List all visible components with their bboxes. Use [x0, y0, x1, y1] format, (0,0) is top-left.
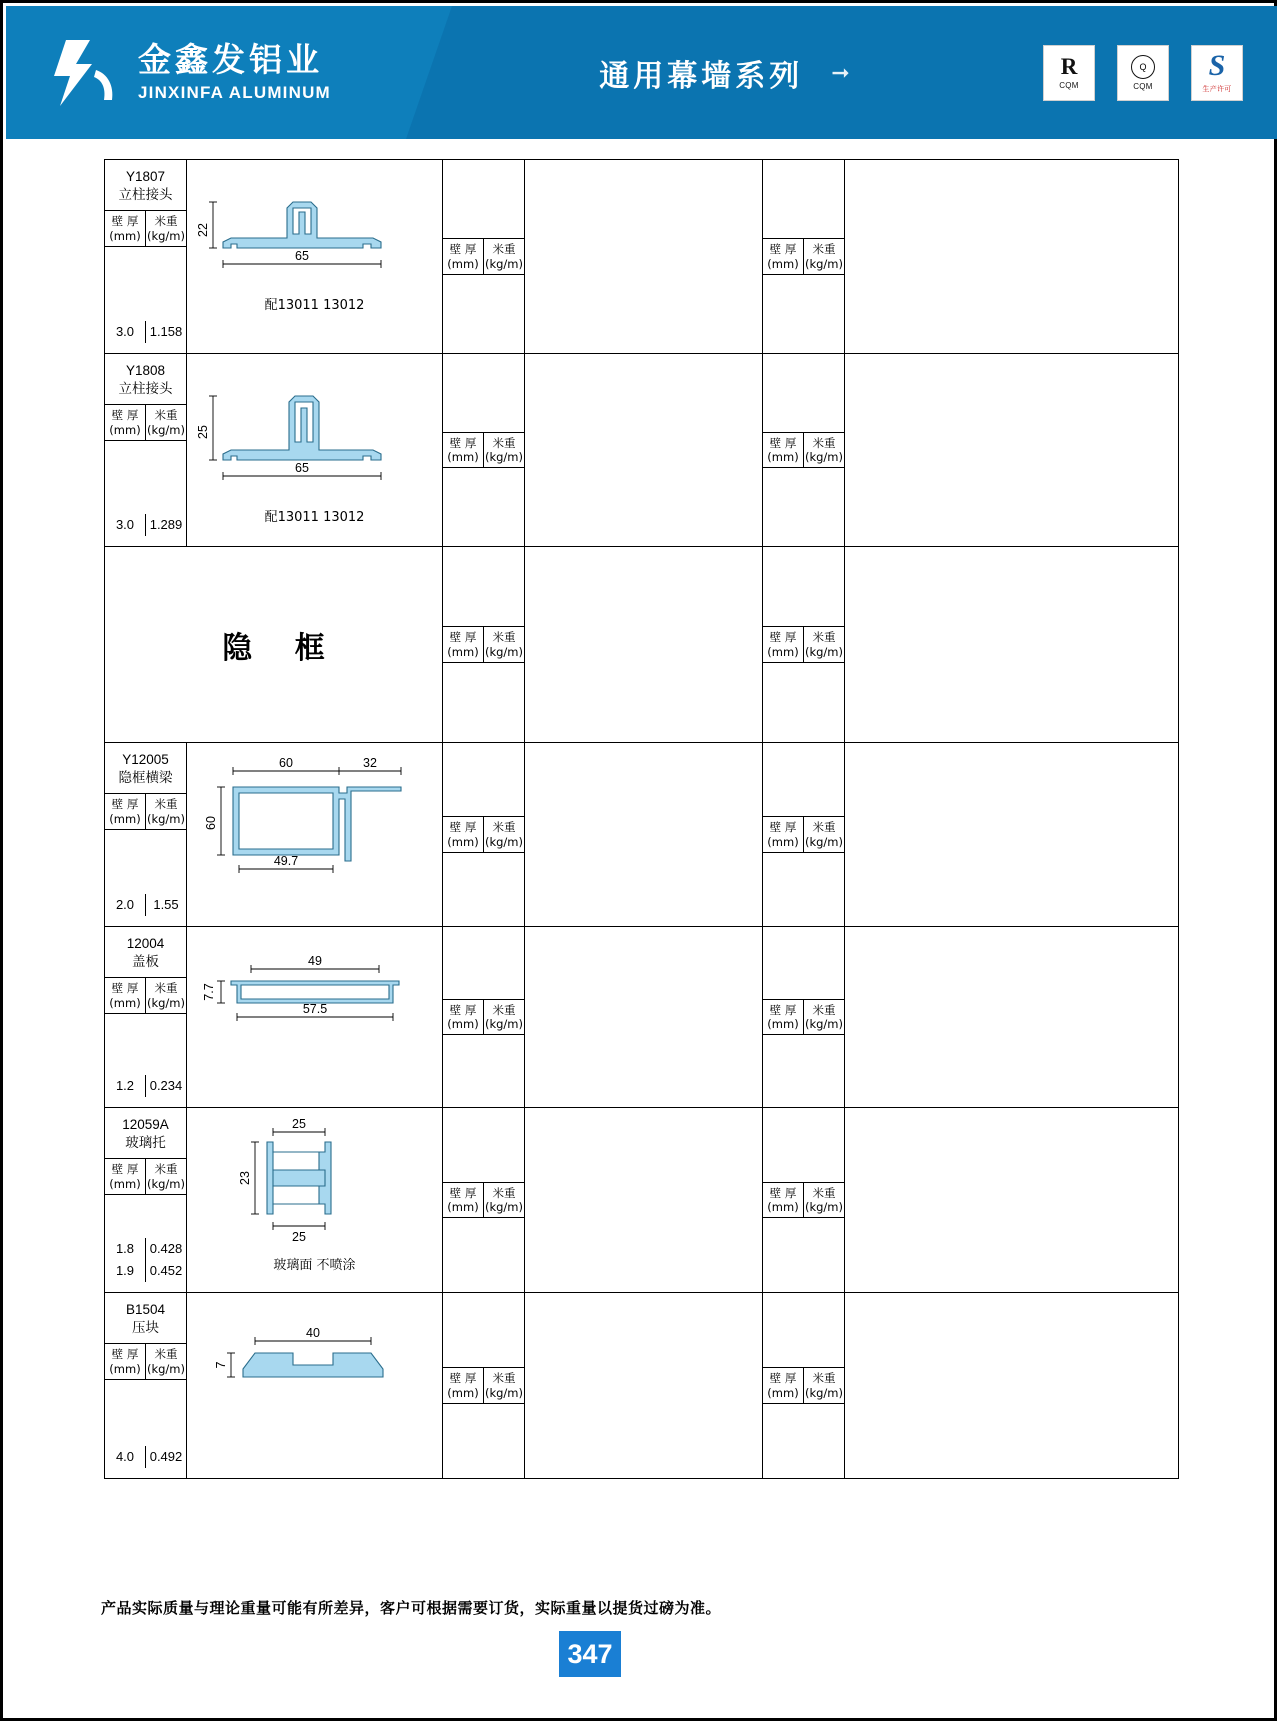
profile-name: 压块: [132, 1320, 159, 1337]
thickness-header: 壁 厚 (mm): [105, 1344, 146, 1379]
cert-big-letter: R: [1060, 54, 1078, 79]
spec-cell-empty: [763, 354, 845, 546]
drawing-cell: [187, 927, 443, 1107]
spec-cell-empty: [443, 160, 525, 353]
page-title: 通用幕墙系列: [599, 58, 804, 94]
table-row: [105, 1108, 1178, 1293]
certification-badges: [1043, 6, 1277, 139]
drawing-cell: [187, 1293, 443, 1478]
weight-header: 米重 (kg/m): [146, 797, 185, 826]
profile-name: 盖板: [132, 954, 159, 971]
dim-top: 25: [292, 1117, 306, 1131]
drawing-cell-empty: [845, 743, 1178, 926]
drawing-cell-empty: [525, 927, 763, 1107]
company-logo-icon: [46, 34, 124, 112]
profile-code-id: B1504: [125, 1302, 166, 1317]
weight-header: 米重 (kg/m): [804, 820, 843, 849]
thickness-header: 壁 厚 (mm): [763, 239, 804, 274]
spec-cell: [105, 1108, 187, 1292]
thickness-values: 1.8 1.9: [105, 1238, 146, 1282]
cert-big-letter: S: [1208, 49, 1226, 82]
dim-width: 65: [295, 249, 309, 263]
weight-header: 米重 (kg/m): [484, 1185, 523, 1214]
section-label: 隐 框: [222, 630, 341, 666]
spec-cell-empty: [443, 743, 525, 926]
thickness-header: 壁 厚 (mm): [443, 627, 484, 662]
dim-height: 22: [196, 223, 210, 237]
dim-width: 40: [306, 1326, 320, 1340]
profile-note: 玻璃面 不喷涂: [273, 1258, 356, 1273]
profile-code: [105, 927, 186, 971]
thickness-header: 壁 厚 (mm): [763, 817, 804, 852]
spec-cell: [105, 927, 187, 1107]
weight-header: 米重 (kg/m): [146, 1162, 185, 1191]
spec-cell: [105, 1293, 187, 1478]
profile-code-id: 12004: [126, 936, 165, 951]
weight-header: 米重 (kg/m): [804, 630, 843, 659]
weight-header: 米重 (kg/m): [804, 435, 843, 464]
spec-cell-empty: [443, 927, 525, 1107]
page-header: [6, 6, 1277, 139]
profile-code: [105, 743, 186, 787]
profile-name: 立柱接头: [118, 381, 173, 398]
dim-width: 65: [295, 461, 309, 475]
brand-name-en: JINXINFA ALUMINUM: [138, 82, 331, 102]
table-row: [105, 743, 1178, 927]
profile-code-id: Y12005: [122, 752, 169, 767]
weight-header: 米重 (kg/m): [146, 408, 185, 437]
weight-header: 米重 (kg/m): [484, 435, 523, 464]
dim-height: 25: [196, 425, 210, 439]
thickness-value: 2.0: [105, 894, 146, 916]
weight-header: 米重 (kg/m): [484, 630, 523, 659]
dim-bottom: 49.7: [273, 854, 299, 868]
spec-cell-empty: [763, 160, 845, 353]
table-row: [105, 354, 1178, 547]
spec-cell: [105, 160, 187, 353]
table-row: [105, 927, 1178, 1108]
drawing-cell: [187, 743, 443, 926]
drawing-cell-empty: [845, 547, 1178, 742]
drawing-cell-empty: [525, 743, 763, 926]
thickness-header: 壁 厚 (mm): [763, 1000, 804, 1035]
brand-block: [6, 6, 406, 139]
spec-cell-empty: [763, 1293, 845, 1478]
drawing-cell-empty: [525, 160, 763, 353]
section-label-cell: [105, 547, 443, 742]
profile-name: 隐框横梁: [118, 770, 173, 787]
thickness-header: 壁 厚 (mm): [763, 433, 804, 468]
thickness-header: 壁 厚 (mm): [763, 627, 804, 662]
drawing-cell-empty: [845, 354, 1178, 546]
dim-height: 23: [238, 1171, 252, 1185]
profile-code: [105, 354, 186, 398]
thickness-header: 壁 厚 (mm): [443, 1000, 484, 1035]
dim-top-left: 60: [279, 756, 293, 770]
table-row-section: [105, 547, 1178, 743]
drawing-cell-empty: [845, 1108, 1178, 1292]
weight-value: 0.234: [149, 1077, 183, 1093]
weight-header: 米重 (kg/m): [484, 242, 523, 271]
weight-value: 1.158: [149, 323, 183, 339]
brand-name-cn: 金鑫发铝业: [138, 40, 323, 80]
weight-value: 0.492: [149, 1448, 183, 1464]
drawing-cell: [187, 1108, 443, 1292]
page-number-badge: 347: [559, 1631, 621, 1677]
table-row: [105, 160, 1178, 354]
profile-code-id: 12059A: [122, 1117, 169, 1132]
drawing-cell-empty: [525, 1108, 763, 1292]
weight-header: 米重 (kg/m): [804, 1185, 843, 1214]
dim-height: 60: [204, 816, 218, 830]
drawing-cell-empty: [525, 547, 763, 742]
footer-note: 产品实际质量与理论重量可能有所差异，客户可根据需要订货，实际重量以提货过磅为准。: [101, 1599, 722, 1617]
spec-cell: [105, 354, 187, 546]
drawing-cell-empty: [525, 1293, 763, 1478]
dim-height: 7: [214, 1361, 228, 1369]
weight-header: 米重 (kg/m): [146, 1347, 185, 1376]
arrow-down-right-icon: ➞: [831, 59, 850, 85]
cgm-r-cert: [1043, 45, 1095, 101]
drawing-cell-empty: [845, 1293, 1178, 1478]
spec-cell-empty: [443, 1108, 525, 1292]
thickness-header: 壁 厚 (mm): [105, 1159, 146, 1194]
profile-name: 立柱接头: [118, 187, 173, 204]
thickness-value: 1.2: [105, 1075, 146, 1097]
thickness-header: 壁 厚 (mm): [443, 1368, 484, 1403]
thickness-value: 4.0: [105, 1446, 146, 1468]
weight-header: 米重 (kg/m): [484, 1002, 523, 1031]
thickness-header: 壁 厚 (mm): [105, 978, 146, 1013]
header-title-block: [406, 6, 1043, 139]
profile-code-id: Y1808: [125, 363, 166, 378]
thickness-header: 壁 厚 (mm): [443, 1183, 484, 1218]
weight-header: 米重 (kg/m): [804, 1371, 843, 1400]
spec-cell-empty: [443, 354, 525, 546]
profile-code-id: Y1807: [125, 169, 166, 184]
weight-header: 米重 (kg/m): [804, 1002, 843, 1031]
profile-note: 配13011 13012: [264, 298, 365, 313]
cert-small-text: CQM: [1059, 81, 1079, 90]
weight-value: 1.55: [153, 896, 179, 912]
spec-cell: [105, 743, 187, 926]
thickness-header: 壁 厚 (mm): [443, 817, 484, 852]
dim-bottom: 57.5: [302, 1002, 328, 1016]
thickness-value: 3.0: [105, 514, 146, 536]
thickness-header: 壁 厚 (mm): [763, 1368, 804, 1403]
cgm-q-cert: [1117, 45, 1169, 101]
drawing-cell-empty: [845, 927, 1178, 1107]
spec-cell-empty: [763, 1108, 845, 1292]
drawing-cell: [187, 354, 443, 546]
spec-cell-empty: [763, 743, 845, 926]
thickness-value: 3.0: [105, 321, 146, 343]
dim-height: 7.7: [202, 983, 216, 1001]
dim-top: 49: [308, 954, 322, 968]
thickness-header: 壁 厚 (mm): [105, 794, 146, 829]
weight-values: 0.428 0.452: [149, 1240, 183, 1278]
cert-small-text: CQM: [1133, 81, 1153, 91]
profile-code: [105, 1108, 186, 1152]
drawing-cell-empty: [525, 354, 763, 546]
spec-cell-empty: [763, 547, 845, 742]
weight-header: 米重 (kg/m): [804, 242, 843, 271]
drawing-cell-empty: [845, 160, 1178, 353]
spec-cell-empty: [443, 547, 525, 742]
profile-note: 配13011 13012: [264, 510, 365, 525]
dim-top-right: 32: [363, 756, 377, 770]
weight-header: 米重 (kg/m): [146, 214, 185, 243]
weight-header: 米重 (kg/m): [146, 981, 185, 1010]
profiles-table: [104, 159, 1179, 1479]
cert-small-text: 生产许可: [1202, 86, 1232, 93]
weight-header: 米重 (kg/m): [484, 1371, 523, 1400]
thickness-header: 壁 厚 (mm): [443, 239, 484, 274]
cert-circle-icon: Q: [1131, 55, 1155, 79]
drawing-cell: [187, 160, 443, 353]
weight-header: 米重 (kg/m): [484, 820, 523, 849]
thickness-header: 壁 厚 (mm): [105, 211, 146, 246]
production-license-cert: [1191, 45, 1243, 101]
thickness-header: 壁 厚 (mm): [763, 1183, 804, 1218]
thickness-header: 壁 厚 (mm): [105, 405, 146, 440]
profile-code: [105, 1293, 186, 1337]
profile-code: [105, 160, 186, 204]
spec-cell-empty: [443, 1293, 525, 1478]
thickness-header: 壁 厚 (mm): [443, 433, 484, 468]
dim-bottom: 25: [292, 1230, 306, 1244]
weight-value: 1.289: [149, 516, 183, 532]
spec-cell-empty: [763, 927, 845, 1107]
table-row: [105, 1293, 1178, 1478]
profile-name: 玻璃托: [125, 1135, 166, 1152]
